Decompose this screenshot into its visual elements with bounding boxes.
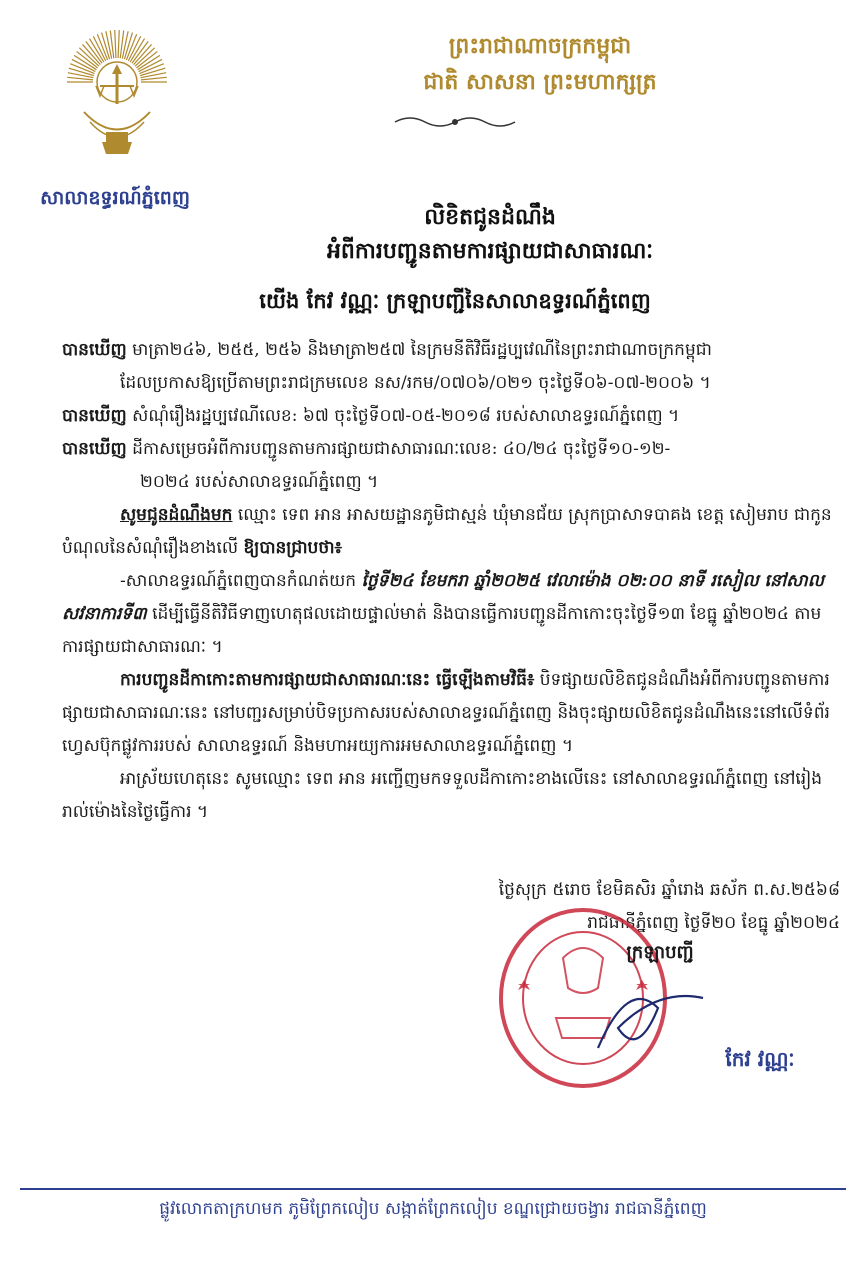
document-body xyxy=(62,334,832,829)
method-text: បិទផ្សាយលិខិតជូនដំណឹងអំពីការបញ្ជូនតាមការផ្សាយជាសាធារណៈនេះ នៅបញ្ជរសម្រាប់បិទប្រកាសរបស់សាលាឧទ្ធរណ៍ភ្នំពេញ និងចុះផ្សាយលិខិតជូនដំណឹងនេះនៅលើទំព័រហ្វេសប៊ុកផ្លូវការរបស់ សាលាឧទ្ធរណ៍ និងមហាអយ្យការអមសាលាឧទ្ធរណ៍ភ្នំពេញ ។ xyxy=(62,670,830,756)
seen-clause-3-cont: ២០២៤ របស់សាលាឧទ្ធរណ៍ភ្នំពេញ ។ xyxy=(140,472,379,492)
signatory-name: កែវ វណ្ណៈ xyxy=(725,1047,795,1071)
document-title xyxy=(120,200,860,268)
lunar-date: ថ្ងៃសុក្រ ៥រោច ខែមិគសិរ ឆ្នាំរោង ឆស័ក ព.ស.២៥៦៨ xyxy=(498,880,840,900)
footer-divider xyxy=(20,1188,846,1190)
signatory-role: ក្រឡាបញ្ជី xyxy=(626,942,694,963)
seen-clause-1 xyxy=(62,334,832,367)
seen-label: បានឃើញ xyxy=(62,340,127,360)
seen-text: មាត្រា២៤៦, ២៥៥, ២៥៦ និងមាត្រា២៥៧ នៃក្រមនីតិវិធីរដ្ឋប្បវេណីនៃព្រះរាជាណាចក្រកម្ពុជា xyxy=(132,340,712,360)
notice-paragraph xyxy=(62,499,832,565)
seen-label: បានឃើញ xyxy=(62,406,127,426)
seen-clause-2 xyxy=(62,400,832,433)
notice-text: ឈ្មោះ ទេព អាន អាសយដ្ឋានភូមិជាស្មន់ ឃុំមានជ័យ ស្រុកប្រាសាទបាគង ខេត្ត សៀមរាប ជាកូនបំណុលនៃសំណុំរឿងខាងលើ xyxy=(62,505,832,558)
closing-paragraph: អាស្រ័យហេតុនេះ សូមឈ្មោះ ទេព អាន អញ្ជើញមកទទួលដីកាកោះខាងលើនេះ នៅសាលាឧទ្ធរណ៍ភ្នំពេញ នៅរៀងរាល់ម៉ោងនៃថ្ងៃធ្វើការ ។ xyxy=(62,769,823,822)
seen-clause-1-cont: ដែលប្រកាសឱ្យប្រើតាមព្រះរាជក្រមលេខ នស/រកម/០៧០៦/០២១ ចុះថ្ងៃទី០៦-០៧-២០០៦ ។ xyxy=(120,373,711,393)
hearing-date: ថ្ងៃទី២៤ ខែមករា ឆ្នាំ២០២៥ វេលាម៉ោង ០២:០០ នាទី រសៀល នៅសាលសវនាការទី៣ xyxy=(62,571,824,624)
issuer-line: យើង កែវ វណ្ណៈ ក្រឡាបញ្ជីនៃសាលាឧទ្ធរណ៍ភ្នំពេញ xyxy=(259,288,651,313)
hearing-text-2: ដើម្បីធ្វើនីតិវិធីទាញហេតុផលដោយផ្ទាល់មាត់ និងបានធ្វើការបញ្ជូនដីកាកោះចុះថ្ងៃទី១៣ ខែធ្នូ ឆ្នាំ២០២៤ តាមការផ្សាយជាសាធារណៈ ។ xyxy=(62,604,822,657)
kingdom-header xyxy=(280,28,800,100)
method-lead: ការបញ្ជូនដីកាកោះតាមការផ្សាយជាសាធារណៈនេះ ធ្វើឡើងតាមវិធី៖ xyxy=(120,670,535,690)
kingdom-line: ព្រះរាជាណាចក្រកម្ពុជា xyxy=(448,33,632,59)
court-name: សាលាឧទ្ធរណ៍ភ្នំពេញ xyxy=(40,187,190,209)
hearing-paragraph xyxy=(62,565,832,664)
seen-label: បានឃើញ xyxy=(62,439,127,459)
court-emblem-icon xyxy=(62,22,172,172)
seen-text: ដីកាសម្រេចអំពីការបញ្ជូនតាមការផ្សាយជាសាធារណៈលេខ: ៤០/២៤ ចុះថ្ងៃទី១០-១២- xyxy=(132,439,671,459)
solar-date: រាជធានីភ្នំពេញ ថ្ងៃទី២០ ខែធ្នូ ឆ្នាំ២០២៤ xyxy=(587,913,840,933)
motto-line: ជាតិ សាសនា ព្រះមហាក្សត្រ xyxy=(423,69,657,95)
ornament-divider-icon xyxy=(390,114,520,130)
footer-address: ផ្លូវលោកតាក្រហមក ភូមិព្រែកលៀប សង្កាត់ព្រែកលៀប ខណ្ឌជ្រោយចង្វារ រាជធានីភ្នំពេញ xyxy=(159,1199,707,1219)
title-line-1: លិខិតជូនដំណឹង xyxy=(424,204,556,230)
notice-tail: ឱ្យបានជ្រាបថា៖ xyxy=(243,538,342,558)
seen-clause-3 xyxy=(62,433,832,466)
hearing-text-1: -សាលាឧទ្ធរណ៍ភ្នំពេញបានកំណត់យក xyxy=(120,571,362,591)
title-line-2: អំពីការបញ្ជូនតាមការផ្សាយជាសាធារណៈ xyxy=(326,238,654,264)
seen-text: សំណុំរឿងរដ្ឋប្បវេណីលេខ: ៦៧ ចុះថ្ងៃទី០៧-០៥-២០១៨ របស់សាលាឧទ្ធរណ៍ភ្នំពេញ ។ xyxy=(132,406,680,426)
notice-lead: សូមជូនដំណឹងមក xyxy=(120,505,233,525)
method-paragraph xyxy=(62,664,832,763)
